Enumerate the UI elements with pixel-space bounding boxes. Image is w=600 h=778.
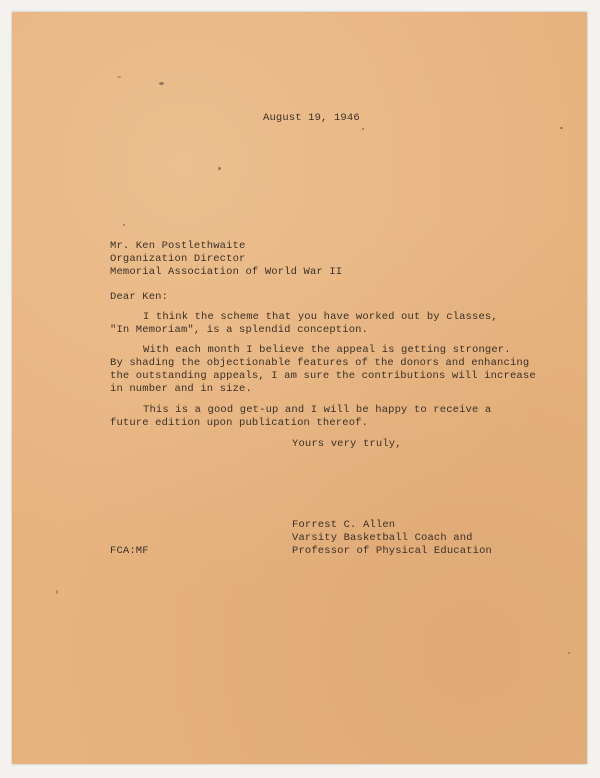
signature-title-line-2: Professor of Physical Education: [292, 545, 492, 557]
paragraph-3-line-2: future edition upon publication thereof.: [110, 417, 369, 429]
paper-speck: [568, 652, 570, 654]
paragraph-3-line-1: This is a good get-up and I will be happy to receive a: [143, 404, 492, 416]
closing: Yours very truly,: [292, 438, 402, 450]
paragraph-2-line-1: With each month I believe the appeal is getting stronger.: [143, 344, 511, 356]
paper-speck: [218, 167, 221, 170]
paper-speck: [123, 224, 125, 226]
salutation: Dear Ken:: [110, 291, 169, 303]
paper-speck: [362, 128, 364, 130]
letter-date: August 19, 1946: [263, 112, 360, 124]
paper-speck: [159, 82, 164, 85]
paper-speck: [56, 590, 58, 594]
typist-initials: FCA:MF: [110, 545, 149, 557]
paper-speck: [117, 76, 121, 78]
paragraph-2-line-2: By shading the objectionable features of the donors and enhancing: [110, 357, 530, 369]
recipient-name: Mr. Ken Postlethwaite: [110, 240, 246, 252]
signature-title-line-1: Varsity Basketball Coach and: [292, 532, 473, 544]
recipient-organization: Memorial Association of World War II: [110, 266, 343, 278]
paragraph-2-line-4: in number and in size.: [110, 383, 252, 395]
paper-speck: [560, 127, 563, 129]
recipient-title: Organization Director: [110, 253, 246, 265]
letter-page: [12, 12, 587, 764]
signature-name: Forrest C. Allen: [292, 519, 396, 531]
paragraph-2-line-3: the outstanding appeals, I am sure the contributions will increase: [110, 370, 536, 382]
paragraph-1-line-1: I think the scheme that you have worked out by classes,: [143, 311, 498, 323]
paragraph-1-line-2: "In Memoriam", is a splendid conception.: [110, 324, 369, 336]
